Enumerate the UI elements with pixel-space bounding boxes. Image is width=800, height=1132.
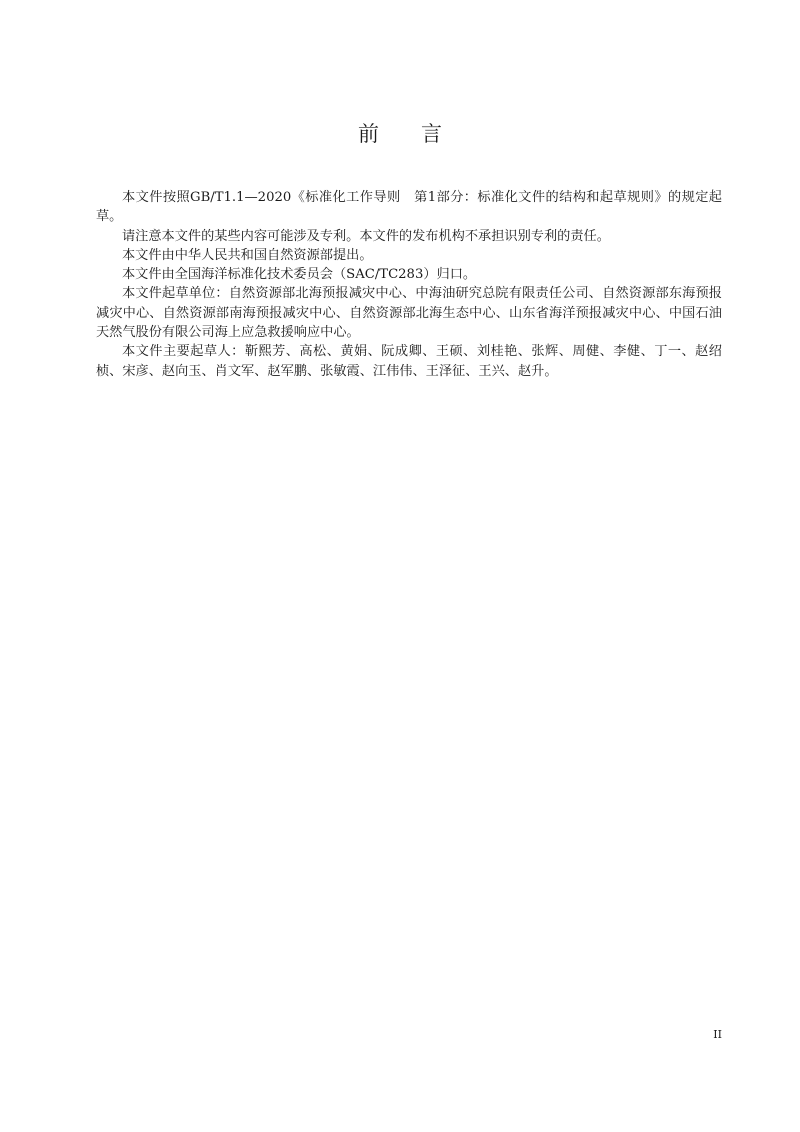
paragraph-patent-notice: 请注意本文件的某些内容可能涉及专利。本文件的发布机构不承担识别专利的责任。 (122, 228, 610, 244)
title-char-2: 言 (421, 122, 442, 146)
title-char-1: 前 (358, 122, 379, 146)
paragraph-committee: 本文件由全国海洋标准化技术委员会（SAC/TC283）归口。 (122, 267, 477, 283)
paragraph-drafters: 本文件主要起草人：靳熙芳、高松、黄娟、阮成卿、王硕、刘桂艳、张辉、周健、李健、丁一、赵绍桢、宋彦、赵向玉、肖文军、赵军鹏、张敏霞、江伟伟、王泽征、王兴、赵升。 (96, 344, 722, 379)
paragraph-drafting-units: 本文件起草单位：自然资源部北海预报减灾中心、中海油研究总院有限责任公司、自然资源部东海预报减灾中心、自然资源部南海预报减灾中心、自然资源部北海生态中心、山东省海洋预报减灾中心、中国石油天然气股份有限公司海上应急救援响应中心。 (96, 286, 722, 341)
paragraph-standard-reference: 本文件按照GB/T1.1—2020《标准化工作导则 第1部分：标准化文件的结构和起草规则》的规定起草。 (96, 190, 722, 225)
foreword-body (96, 188, 722, 381)
page-number: II (713, 1028, 722, 1041)
page-title (0, 118, 800, 148)
paragraph-proposer: 本文件由中华人民共和国自然资源部提出。 (122, 247, 373, 263)
